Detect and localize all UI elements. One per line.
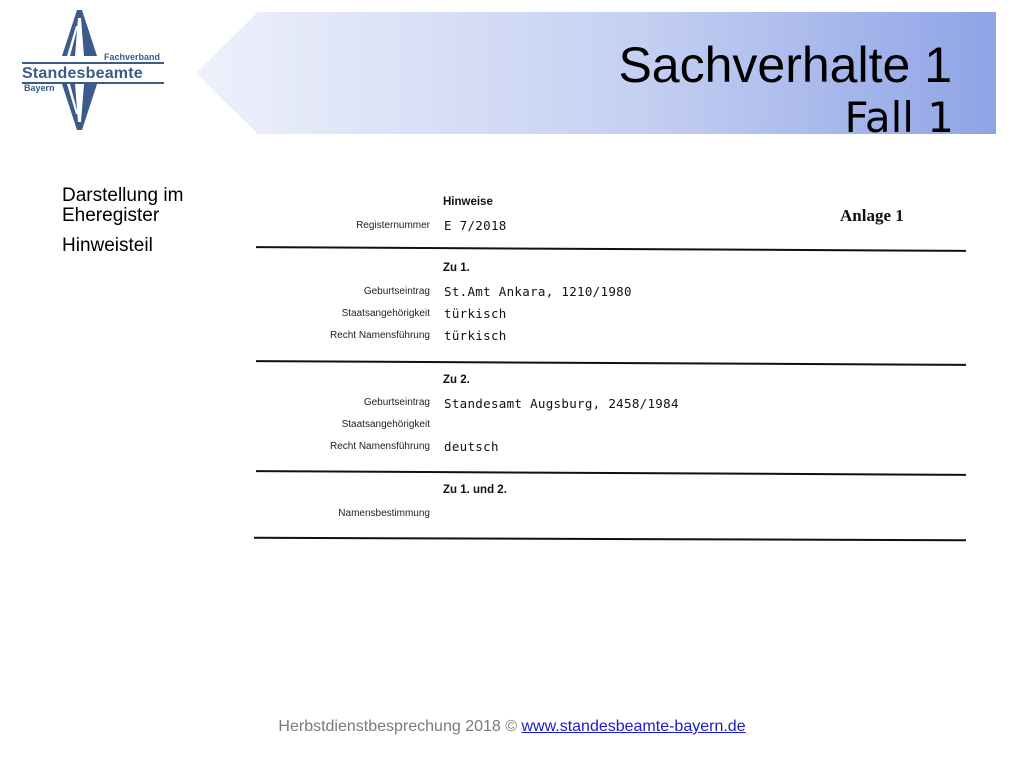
divider-line (254, 537, 966, 541)
footer-text: Herbstdienstbesprechung 2018 © (278, 718, 522, 735)
website-link[interactable]: www.standesbeamte-bayern.de (521, 718, 746, 735)
section2-row-label: Staatsangehörigkeit (341, 419, 430, 430)
register-number-value: E 7/2018 (444, 218, 507, 233)
section2-row-value: Standesamt Augsburg, 2458/1984 (444, 396, 679, 411)
section3-heading: Zu 1. und 2. (443, 484, 507, 496)
section1-row-value: türkisch (444, 306, 507, 321)
section2-heading: Zu 2. (443, 374, 470, 386)
description-section: Hinweisteil (62, 235, 153, 256)
fachverband-logo (18, 6, 178, 134)
section1-row-label: Staatsangehörigkeit (341, 308, 430, 319)
section2-row-label: Geburtseintrag (363, 397, 430, 408)
logo-text-standesbeamte: Standesbeamte (22, 65, 143, 82)
page-title: Sachverhalte 1 (618, 37, 952, 93)
divider-line (256, 470, 966, 476)
footer (0, 718, 1024, 736)
register-number-label: Registernummer (356, 220, 430, 231)
register-document (250, 186, 980, 566)
logo-text-bayern: Bayern (24, 83, 55, 93)
divider-line (256, 246, 966, 252)
section1-row-label: Geburtseintrag (363, 286, 430, 297)
section1-row-value: türkisch (444, 328, 507, 343)
title-banner (196, 12, 996, 142)
annex-label: Anlage 1 (840, 206, 904, 225)
doc-heading: Hinweise (443, 196, 493, 208)
section2-row-label: Recht Namensführung (329, 441, 430, 452)
divider-line (256, 360, 966, 366)
section1-heading: Zu 1. (443, 262, 470, 274)
section2-row-value: deutsch (444, 439, 499, 454)
logo-text-fachverband: Fachverband (104, 52, 161, 62)
page-subtitle: Fall 1 (844, 93, 954, 142)
description-heading: Darstellung im Eheregister (62, 185, 184, 226)
section1-row-label: Recht Namensführung (329, 330, 430, 341)
section3-row-label: Namensbestimmung (338, 508, 430, 519)
left-description (62, 186, 202, 256)
section1-row-value: St.Amt Ankara, 1210/1980 (444, 284, 632, 299)
